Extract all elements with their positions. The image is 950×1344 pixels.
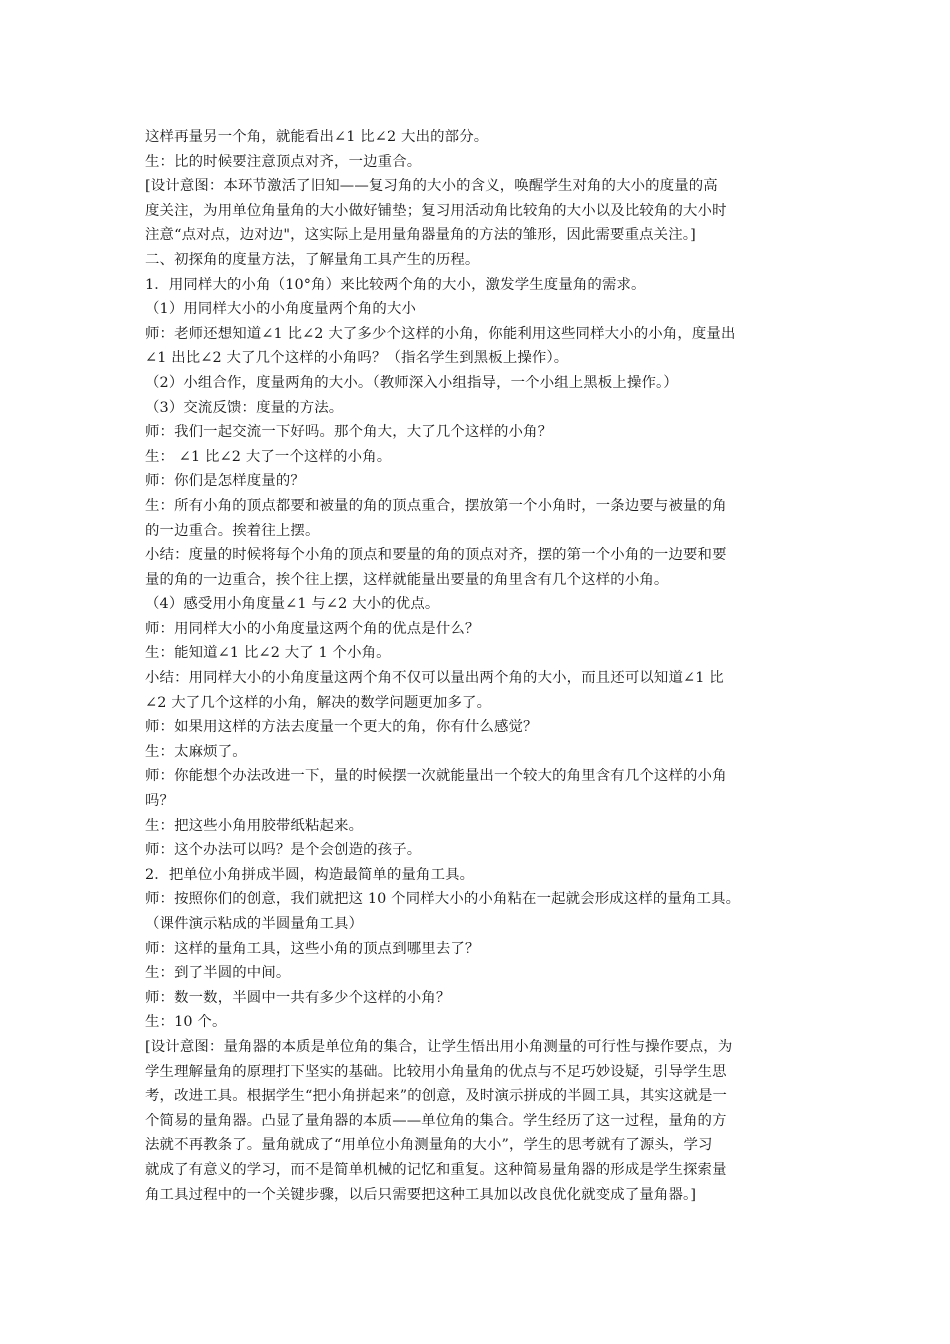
text-line: （4）感受用小角度量∠1 与∠2 大小的优点。 (145, 596, 440, 613)
text-line: 生：所有小角的顶点都要和被量的角的顶点重合，摆放第一个小角时，一条边要与被量的角 (145, 497, 727, 514)
text-line: 生：能知道∠1 比∠2 大了 1 个小角。 (145, 645, 391, 662)
text-line: 个简易的量角器。凸显了量角器的本质——单位角的集合。学生经历了这一过程，量角的方 (145, 1112, 727, 1129)
text-line: ∠2 大了几个这样的小角，解决的数学问题更加多了。 (145, 694, 492, 711)
text-line: 量的角的一边重合，挨个往上摆，这样就能量出要量的角里含有几个这样的小角。 (145, 571, 669, 588)
text-line: 师：数一数，半圆中一共有多少个这样的小角？ (145, 989, 451, 1006)
text-line: （3）交流反馈：度量的方法。 (145, 399, 344, 416)
text-line: 师：老师还想知道∠1 比∠2 大了多少个这样的小角，你能利用这些同样大小的小角，度量出 (145, 325, 736, 342)
text-line: 的一边重合。挨着往上摆。 (145, 522, 320, 539)
text-line: （课件演示粘成的半圆量角工具） (145, 916, 364, 932)
text-line: 师：这个办法可以吗？是个会创造的孩子。 (145, 842, 422, 859)
text-line: 生：把这些小角用胶带纸粘起来。 (145, 817, 364, 834)
text-line: 角工具过程中的一个关键步骤，以后只需要把这种工具加以改良优化就变成了量角器。] (145, 1186, 697, 1203)
text-line: 这样再量另一个角，就能看出∠1 比∠2 大出的部分。 (145, 129, 489, 145)
text-line: [设计意图：量角器的本质是单位角的集合，让学生悟出用小角测量的可行性与操作要点，为 (145, 1038, 733, 1055)
text-line: 法就不再教条了。量角就成了“用单位小角测量角的大小”，学生的思考就有了源头，学习 (145, 1137, 713, 1154)
text-line: 师：你能想个办法改进一下，量的时候摆一次就能量出一个较大的角里含有几个这样的小角 (145, 768, 727, 785)
text-line: 师：这样的量角工具，这些小角的顶点到哪里去了？ (145, 940, 480, 957)
text-line: 师：如果用这样的方法去度量一个更大的角，你有什么感觉？ (145, 719, 538, 736)
text-line: 考，改进工具。根据学生“把小角拼起来”的创意，及时演示拼成的半圆工具，其实这就是一 (145, 1088, 728, 1105)
text-line: 吗？ (145, 793, 175, 810)
text-line: 师：按照你们的创意，我们就把这 10 个同样大小的小角粘在一起就会形成这样的量角工具。 (145, 891, 741, 908)
text-line: 1．用同样大的小角（10°角）来比较两个角的大小，激发学生度量角的需求。 (145, 276, 646, 293)
text-line: 小结：用同样大小的小角度量这两个角不仅可以量出两个角的大小，而且还可以知道∠1 比 (145, 670, 724, 687)
text-line: 小结：度量的时候将每个小角的顶点和要量的角的顶点对齐，摆的第一个小角的一边要和要 (145, 547, 727, 564)
text-line: 生：太麻烦了。 (145, 743, 247, 760)
text-line: （1）用同样大小的小角度量两个角的大小 (145, 301, 417, 318)
text-line: 学生理解量角的原理打下坚实的基础。比较用小角量角的优点与不足巧妙设疑，引导学生思 (145, 1063, 727, 1080)
text-line: 生：到了半圆的中间。 (145, 965, 291, 982)
text-line: 就成了有意义的学习，而不是简单机械的记忆和重复。这种简易量角器的形成是学生探索量 (145, 1161, 727, 1178)
text-line: 师：你们是怎样度量的？ (145, 473, 305, 490)
text-line: ∠1 出比∠2 大了几个这样的小角吗？（指名学生到黑板上操作）。 (145, 350, 569, 367)
text-line: 度关注，为用单位角量角的大小做好铺垫；复习用活动角比较角的大小以及比较角的大小时 (145, 202, 727, 219)
text-line: 师：用同样大小的小角度量这两个角的优点是什么？ (145, 620, 480, 637)
text-line: 二、初探角的度量方法，了解量角工具产生的历程。 (145, 251, 480, 268)
text-line: （2）小组合作，度量两角的大小。（教师深入小组指导，一个小组上黑板上操作。） (145, 374, 678, 391)
text-line: 2．把单位小角拼成半圆，构造最简单的量角工具。 (145, 866, 475, 883)
text-line: 生： ∠1 比∠2 大了一个这样的小角。 (145, 448, 392, 465)
text-line: [设计意图：本环节激活了旧知——复习角的大小的含义，唤醒学生对角的大小的度量的高 (145, 178, 718, 195)
text-line: 师：我们一起交流一下好吗。那个角大，大了几个这样的小角？ (145, 424, 553, 441)
text-line: 注意“点对点，边对边"，这实际上是用量角器量角的方法的雏形，因此需要重点关注。] (145, 227, 696, 244)
document-body (145, 125, 811, 1207)
text-line: 生：比的时候要注意顶点对齐，一边重合。 (145, 153, 422, 170)
text-line: 生：10 个。 (145, 1014, 227, 1031)
